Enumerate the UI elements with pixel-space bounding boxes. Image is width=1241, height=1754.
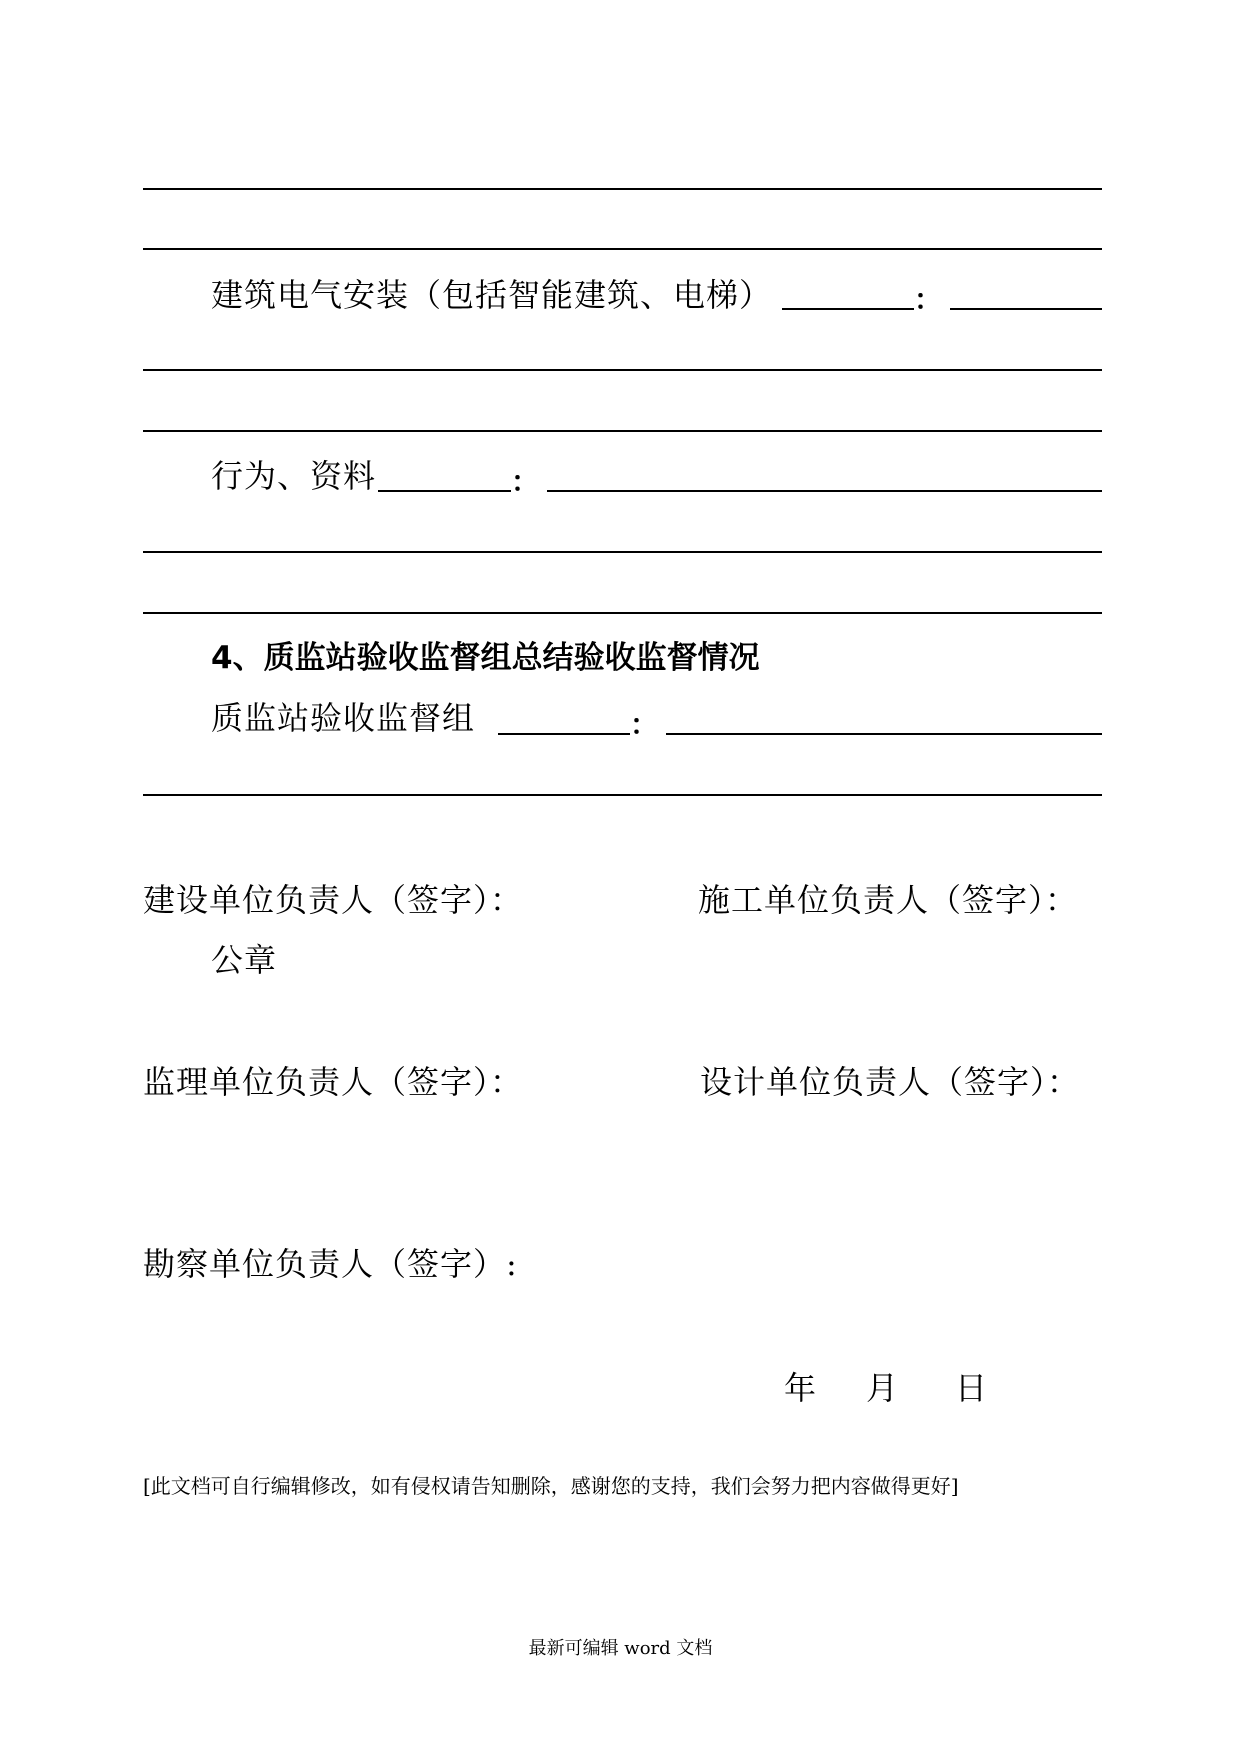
date-day: 日 [955, 1369, 989, 1407]
behavior-documents-label: 行为、资料 [211, 457, 377, 495]
answer-line-6 [143, 612, 1102, 614]
supervision-comment-blank[interactable] [666, 733, 1102, 735]
answer-line-1 [143, 188, 1102, 190]
electrical-installation-label: 建筑电气安装（包括智能建筑、电梯） [211, 276, 773, 314]
supervision-colon: ： [630, 708, 659, 741]
designer-signature-label: 设计单位负责人（签字）： [700, 1063, 1081, 1101]
page-footer: 最新可编辑 word 文档 [528, 1638, 713, 1659]
supervision-name-blank[interactable] [498, 733, 630, 735]
date-month: 月 [866, 1369, 900, 1407]
date-year: 年 [784, 1369, 818, 1407]
supervisor-signature-label: 监理单位负责人（签字）： [143, 1063, 524, 1101]
construction-owner-signature-label: 建设单位负责人（签字）： [143, 881, 524, 919]
answer-line-4 [143, 430, 1102, 432]
supervision-group-label: 质监站验收监督组 [211, 699, 476, 737]
behavior-name-blank[interactable] [378, 490, 511, 492]
section-4-heading: 4、质监站验收监督组总结验收监督情况 [211, 640, 760, 676]
official-seal-label: 公章 [211, 941, 278, 979]
behavior-comment-blank[interactable] [547, 490, 1102, 492]
answer-line-5 [143, 551, 1102, 553]
answer-line-2 [143, 248, 1102, 250]
electrical-colon: ： [914, 283, 943, 316]
edit-notice: [此文档可自行编辑修改，如有侵权请告知删除，感谢您的支持，我们会努力把内容做得更好] [143, 1474, 959, 1498]
answer-line-3 [143, 369, 1102, 371]
answer-line-7 [143, 794, 1102, 796]
electrical-comment-blank[interactable] [950, 308, 1102, 310]
contractor-signature-label: 施工单位负责人（签字）： [698, 881, 1079, 919]
behavior-colon: ： [511, 465, 540, 498]
electrical-name-blank[interactable] [782, 308, 914, 310]
survey-signature-label: 勘察单位负责人（签字）: [143, 1245, 518, 1283]
